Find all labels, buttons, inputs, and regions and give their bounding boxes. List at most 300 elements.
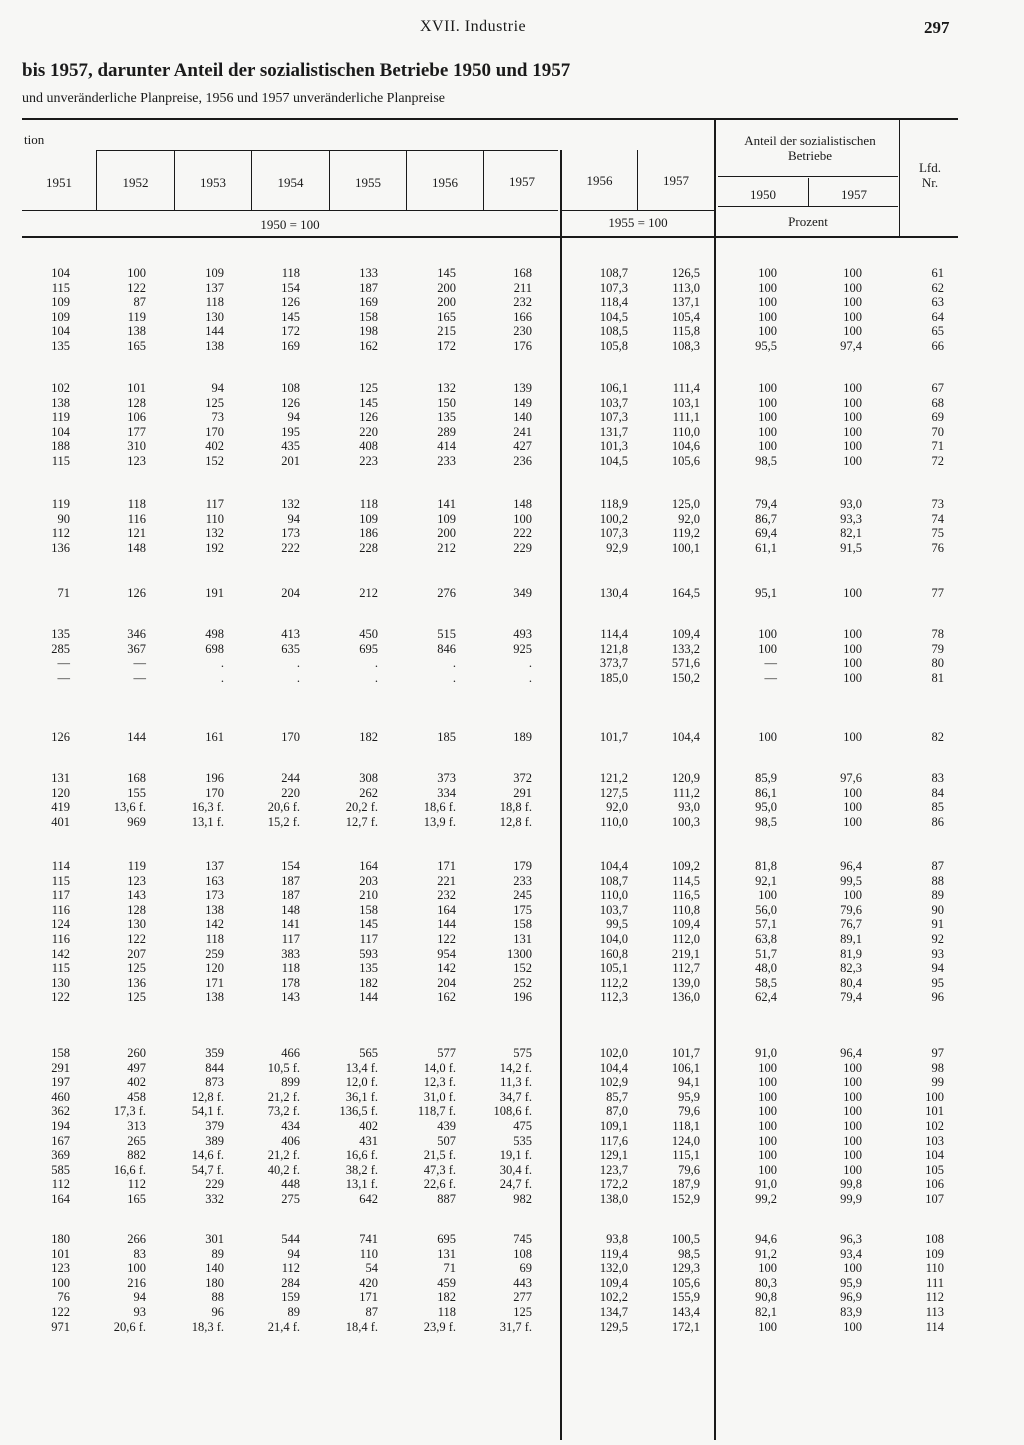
table-cell: 164 (51, 1192, 70, 1206)
table-cell: 105,6 (671, 454, 700, 468)
table-cell: 515 (437, 627, 456, 641)
table-cell: 21,2 f. (267, 1148, 300, 1163)
table-cell: 111,2 (672, 785, 700, 800)
row-number: 69 (931, 410, 944, 425)
table-cell: 228 (359, 540, 378, 555)
table-cell: 100 (843, 730, 862, 744)
table-cell: 54,1 f. (191, 1104, 224, 1119)
year-header-b: 1957 (663, 173, 689, 188)
table-cell: 188 (51, 439, 70, 454)
table-cell: 100 (758, 410, 777, 425)
table-cell: 110,0 (672, 424, 700, 439)
table-cell: 13,4 f. (345, 1060, 378, 1075)
table-cell: 179 (513, 859, 532, 873)
year-header: 1951 (46, 175, 72, 190)
table-cell: 18,8 f. (499, 800, 532, 815)
table-cell: 105,8 (599, 339, 628, 353)
table-cell: 173 (205, 888, 224, 903)
table-cell: 301 (205, 1232, 224, 1246)
table-cell: 100 (843, 641, 862, 656)
table-cell: 571,6 (671, 656, 700, 671)
table-cell: 100 (843, 324, 862, 339)
row-number: 102 (925, 1119, 944, 1133)
table-cell: 118,7 f. (417, 1104, 456, 1119)
row-number: 87 (931, 859, 944, 873)
row-number: 111 (926, 1275, 944, 1290)
table-cell: 211 (513, 280, 532, 295)
table-cell: 30,4 f. (499, 1162, 532, 1177)
table-cell: 164,5 (671, 586, 700, 600)
page-header (0, 16, 1024, 40)
table-cell: 126 (359, 410, 378, 425)
lfd-nr-header: Lfd. Nr. (918, 160, 942, 190)
table-cell: 98,5 (755, 454, 777, 468)
table-cell: 112 (281, 1261, 300, 1276)
table-cell: 100 (843, 381, 862, 395)
table-cell: . (452, 656, 456, 671)
table-cell: 105,4 (671, 309, 700, 324)
table-cell: 229 (205, 1177, 224, 1192)
table-cell: 82,1 (755, 1305, 777, 1319)
table-cell: 236 (513, 454, 532, 468)
table-cell: . (528, 670, 532, 685)
table-cell: 132 (205, 526, 224, 541)
table-cell: 95,0 (755, 800, 777, 815)
table-cell: 100 (758, 1133, 777, 1148)
table-cell: 100 (843, 1089, 862, 1104)
table-cell: 160,8 (599, 946, 628, 961)
table-cell: . (220, 670, 224, 685)
table-cell: 87 (133, 295, 146, 310)
table-cell: 110 (205, 511, 224, 526)
table-cell: 135 (437, 410, 456, 425)
table-cell: 136 (127, 975, 146, 990)
row-number: 96 (931, 990, 944, 1005)
table-cell: 187 (281, 888, 300, 903)
row-number: 85 (931, 800, 944, 815)
table-cell: 448 (281, 1177, 300, 1192)
row-number: 100 (925, 1089, 944, 1104)
table-cell: 187 (359, 280, 378, 295)
table-cell: 142 (437, 961, 456, 976)
table-cell: 232 (437, 888, 456, 903)
table-cell: 266 (127, 1232, 146, 1246)
table-cell: 126 (51, 730, 70, 744)
table-cell: 138,0 (599, 1192, 628, 1206)
table-cell: 100 (843, 800, 862, 815)
table-cell: 101,7 (671, 1046, 700, 1060)
table-cell: 114,5 (672, 873, 700, 888)
table-cell: 136,5 f. (339, 1104, 378, 1119)
table-cell: 79,4 (840, 990, 862, 1005)
table-cell: 145 (281, 309, 300, 324)
table-cell: 91,0 (755, 1046, 777, 1060)
table-cell: 435 (281, 439, 300, 454)
years-b-row-rule (562, 210, 714, 211)
table-cell: 194 (51, 1119, 70, 1133)
table-cell: 54,7 f. (191, 1162, 224, 1177)
table-cell: . (528, 656, 532, 671)
table-cell: 93,4 (840, 1246, 862, 1261)
table-cell: 275 (281, 1192, 300, 1206)
table-cell: 169 (281, 339, 300, 353)
table-cell: 62,4 (755, 990, 777, 1005)
table-cell: 971 (51, 1319, 70, 1334)
table-cell: 123 (127, 454, 146, 468)
table-cell: 102,0 (599, 1046, 628, 1060)
table-cell: 100 (758, 439, 777, 454)
table-cell: 21,5 f. (423, 1148, 456, 1163)
table-cell: 165 (127, 339, 146, 353)
table-cell: 204 (437, 975, 456, 990)
table-cell: 10,5 f. (267, 1060, 300, 1075)
year-header: 1954 (277, 175, 304, 190)
table-cell: 104,4 (671, 730, 700, 744)
table-cell: 259 (205, 946, 224, 961)
table-cell: 219,1 (671, 946, 700, 961)
table-cell: 24,7 f. (499, 1177, 532, 1192)
table-cell: 94 (133, 1290, 146, 1305)
table-cell: 100,5 (671, 1232, 700, 1246)
row-number: 104 (925, 1148, 944, 1163)
table-cell: 100 (51, 1275, 70, 1290)
row-number: 74 (931, 511, 944, 526)
table-cell: 15,2 f. (267, 814, 300, 829)
table-cell: 105,6 (671, 1275, 700, 1290)
table-cell: 169 (359, 295, 378, 310)
table-cell: 100 (843, 309, 862, 324)
table-cell: 167 (51, 1133, 70, 1148)
table-cell: 100 (758, 1104, 777, 1119)
row-number: 97 (931, 1046, 944, 1060)
table-cell: 192 (205, 540, 224, 555)
table-cell: 101 (51, 1246, 70, 1261)
table-cell: 104,0 (599, 932, 628, 946)
row-number: 78 (931, 627, 944, 641)
table-cell: 119 (127, 309, 146, 324)
table-cell: 94 (211, 381, 224, 395)
table-cell: 100 (843, 410, 862, 425)
table-cell: 100,2 (599, 511, 628, 526)
table-cell: 155 (127, 785, 146, 800)
table-cell: 109,2 (671, 859, 700, 873)
table-cell: 92,9 (606, 540, 628, 555)
table-cell: 125 (513, 1305, 532, 1319)
row-number: 68 (931, 395, 944, 410)
table-cell: 13,1 f. (191, 814, 224, 829)
table-cell: 165 (127, 1192, 146, 1206)
base-label-1950: 1950 = 100 (260, 217, 320, 232)
table-cell: 100 (758, 1148, 777, 1163)
table-cell: 414 (437, 439, 456, 454)
table-cell: 31,0 f. (423, 1089, 456, 1104)
row-number: 108 (925, 1232, 944, 1246)
table-cell: 129,5 (599, 1319, 628, 1334)
table-cell: 166 (513, 309, 532, 324)
table-cell: 544 (281, 1232, 300, 1246)
table-cell: 100 (843, 1060, 862, 1075)
table-cell: 178 (281, 975, 300, 990)
table-cell: 118,1 (672, 1119, 700, 1133)
years-row-rule (22, 210, 558, 211)
row-number: 72 (931, 454, 944, 468)
table-cell: 170 (281, 730, 300, 744)
table-cell: 112,0 (672, 932, 700, 946)
table-cell: 88 (211, 1290, 224, 1305)
table-cell: 16,6 f. (345, 1148, 378, 1163)
table-cell: 14,6 f. (191, 1148, 224, 1163)
table-cell: 172,2 (599, 1177, 628, 1192)
table-cell: 182 (359, 730, 378, 744)
table-cell: 110,0 (600, 814, 628, 829)
table-cell: 458 (127, 1089, 146, 1104)
table-cell: 145 (437, 266, 456, 280)
table-cell: 100 (843, 1075, 862, 1090)
table-cell: 122 (51, 1305, 70, 1319)
table-cell: 450 (359, 627, 378, 641)
table-cell: 31,7 f. (499, 1319, 532, 1334)
table-cell: 96,3 (840, 1232, 862, 1246)
table-cell: 86,1 (755, 785, 777, 800)
table-cell: . (296, 656, 300, 671)
table-cell: 116,5 (672, 888, 700, 903)
table-cell: 76,7 (840, 917, 862, 932)
table-cell: 94 (287, 1246, 300, 1261)
table-cell: 148 (281, 902, 300, 917)
row-number: 107 (925, 1192, 944, 1206)
row-number: 65 (931, 324, 944, 339)
table-cell: 120 (205, 961, 224, 976)
table-cell: 12,3 f. (423, 1075, 456, 1090)
table-header-bottom-rule (22, 236, 958, 238)
table-cell: 115 (51, 961, 70, 976)
table-cell: 241 (513, 424, 532, 439)
table-cell: 585 (51, 1162, 70, 1177)
table-cell: 349 (513, 586, 532, 600)
table-cell: 107,3 (599, 280, 628, 295)
year-header: 1955 (355, 175, 381, 190)
table-cell: 89,1 (840, 932, 862, 946)
table-cell: 420 (359, 1275, 378, 1290)
table-cell: 100 (843, 439, 862, 454)
table-cell: 16,3 f. (191, 800, 224, 815)
table-cell: 100 (758, 295, 777, 310)
percent-label: Prozent (788, 214, 828, 229)
table-cell: — (57, 670, 70, 685)
table-cell: 99,5 (840, 873, 862, 888)
table-cell: 118 (359, 497, 378, 511)
table-cell: 162 (437, 990, 456, 1005)
table-cell: 460 (51, 1089, 70, 1104)
table-cell: 443 (513, 1275, 532, 1290)
table-cell: 123,7 (599, 1162, 628, 1177)
table-cell: 170 (205, 785, 224, 800)
table-cell: 130,4 (599, 586, 628, 600)
table-cell: 373,7 (599, 656, 628, 671)
anteil-header: Anteil der sozialistischen Betriebe (744, 133, 876, 163)
table-cell: 100 (843, 295, 862, 310)
table-cell: 141 (437, 497, 456, 511)
table-cell: 119 (51, 497, 70, 511)
table-cell: 887 (437, 1192, 456, 1206)
table-cell: 434 (281, 1119, 300, 1133)
table-cell: 132 (437, 381, 456, 395)
row-number: 86 (931, 814, 944, 829)
table-cell: 109 (51, 295, 70, 310)
table-cell: 140 (513, 410, 532, 425)
table-cell: 81,8 (755, 859, 777, 873)
table-cell: 577 (437, 1046, 456, 1060)
table-cell: 439 (437, 1119, 456, 1133)
table-cell: 182 (437, 1290, 456, 1305)
table-cell: 94,6 (755, 1232, 777, 1246)
table-cell: 535 (513, 1133, 532, 1148)
table-cell: 289 (437, 424, 456, 439)
table-cell: 142 (205, 917, 224, 932)
anteil-year-header: 1957 (841, 187, 867, 202)
table-cell: 122 (437, 932, 456, 946)
table-cell: 139 (513, 381, 532, 395)
table-cell: 313 (127, 1119, 146, 1133)
table-cell: 100 (843, 656, 862, 671)
table-cell: 134,7 (599, 1305, 628, 1319)
table-cell: 593 (359, 946, 378, 961)
table-cell: 120 (51, 785, 70, 800)
table-cell: 93,0 (678, 800, 700, 815)
table-cell: 79,6 (840, 902, 862, 917)
table-cell: 113,0 (672, 280, 700, 295)
table-cell: 187,9 (671, 1177, 700, 1192)
table-cell: 19,1 f. (499, 1148, 532, 1163)
table-cell: 145 (359, 395, 378, 410)
table-cell: 118 (127, 497, 146, 511)
row-number: 62 (931, 280, 944, 295)
page-number: 297 (924, 18, 950, 37)
table-cell: 89 (211, 1246, 224, 1261)
row-number: 110 (925, 1261, 944, 1276)
table-cell: 99,5 (606, 917, 628, 932)
table-cell: 104 (51, 324, 70, 339)
table-cell: 277 (513, 1290, 532, 1305)
table-cell: 12,8 f. (499, 814, 532, 829)
table-cell: 925 (513, 641, 532, 656)
table-cell: 265 (127, 1133, 146, 1148)
table-cell: 79,4 (755, 497, 777, 511)
table-cell: 93 (133, 1305, 146, 1319)
row-number: 88 (931, 873, 944, 888)
table-cell: 63,8 (755, 932, 777, 946)
table-cell: 844 (205, 1060, 224, 1075)
table-cell: 373 (437, 771, 456, 785)
table-cell: 18,4 f. (345, 1319, 378, 1334)
table-cell: 402 (205, 439, 224, 454)
table-cell: 121 (127, 526, 146, 541)
table-cell: 100 (758, 1119, 777, 1133)
table-cell: 427 (513, 439, 532, 454)
table-cell: 170 (205, 424, 224, 439)
table-cell: 104,4 (599, 1060, 628, 1075)
table-cell: 154 (281, 280, 300, 295)
table-cell: 402 (359, 1119, 378, 1133)
row-number: 93 (931, 946, 944, 961)
table-cell: 262 (359, 785, 378, 800)
table-cell: 124 (51, 917, 70, 932)
table-cell: 87 (365, 1305, 378, 1319)
table-cell: 76 (57, 1290, 70, 1305)
table-cell: 12,7 f. (345, 814, 378, 829)
table-cell: 212 (437, 540, 456, 555)
table-cell: 882 (127, 1148, 146, 1163)
table-cell: 100 (758, 1089, 777, 1104)
table-cell: 135 (51, 627, 70, 641)
year-header-b: 1956 (586, 173, 613, 188)
table-cell: 152 (205, 454, 224, 468)
table-cell: 109 (359, 511, 378, 526)
table-cell: 13,9 f. (423, 814, 456, 829)
table-cell: 260 (127, 1046, 146, 1060)
table-cell: 98,5 (678, 1246, 700, 1261)
table-cell: 115,1 (672, 1148, 700, 1163)
table-cell: 108 (281, 381, 300, 395)
table-cell: 698 (205, 641, 224, 656)
table-cell: 125 (127, 961, 146, 976)
table-cell: 114 (51, 859, 70, 873)
row-number: 75 (931, 526, 944, 541)
table-cell: 196 (205, 771, 224, 785)
table-cell: 85,7 (606, 1089, 628, 1104)
table-cell: 148 (513, 497, 532, 511)
table-cell: 158 (51, 1046, 70, 1060)
table-cell: 873 (205, 1075, 224, 1090)
table-cell: 136 (51, 540, 70, 555)
table-cell: 130 (127, 917, 146, 932)
table-cell: 565 (359, 1046, 378, 1060)
table-cell: 109 (51, 309, 70, 324)
table-cell: 128 (127, 902, 146, 917)
column-header-partial: tion (24, 132, 45, 147)
table-cell: 20,6 f. (113, 1319, 146, 1334)
page-title: bis 1957, darunter Anteil der sozialistischen Betriebe 1950 und 1957 (22, 60, 571, 81)
table-cell: 129,1 (599, 1148, 628, 1163)
table-cell: . (452, 670, 456, 685)
table-cell: 85,9 (755, 771, 777, 785)
table-cell: 89 (287, 1305, 300, 1319)
table-cell: 117 (51, 888, 70, 903)
table-cell: 122 (127, 280, 146, 295)
table-cell: 310 (127, 439, 146, 454)
table-cell: 100 (758, 395, 777, 410)
table-cell: 143,4 (671, 1305, 700, 1319)
table-cell: 346 (127, 627, 146, 641)
table-cell: 13,6 f. (113, 800, 146, 815)
table-cell: 406 (281, 1133, 300, 1148)
table-cell: 138 (51, 395, 70, 410)
table-cell: 82,3 (840, 961, 862, 976)
table-cell: 100 (758, 1162, 777, 1177)
table-cell: 112 (127, 1177, 146, 1192)
table-cell: 115 (51, 454, 70, 468)
row-number: 112 (925, 1290, 944, 1305)
table-cell: 100 (758, 1060, 777, 1075)
table-cell: 108,6 f. (493, 1104, 532, 1119)
table-cell: 99,8 (840, 1177, 862, 1192)
table-cell: . (296, 670, 300, 685)
table-cell: 100 (843, 1148, 862, 1163)
table-cell: 117 (205, 497, 224, 511)
table-cell: 71 (443, 1261, 456, 1276)
table-cell: 141 (281, 917, 300, 932)
table-cell: 100 (843, 1261, 862, 1276)
